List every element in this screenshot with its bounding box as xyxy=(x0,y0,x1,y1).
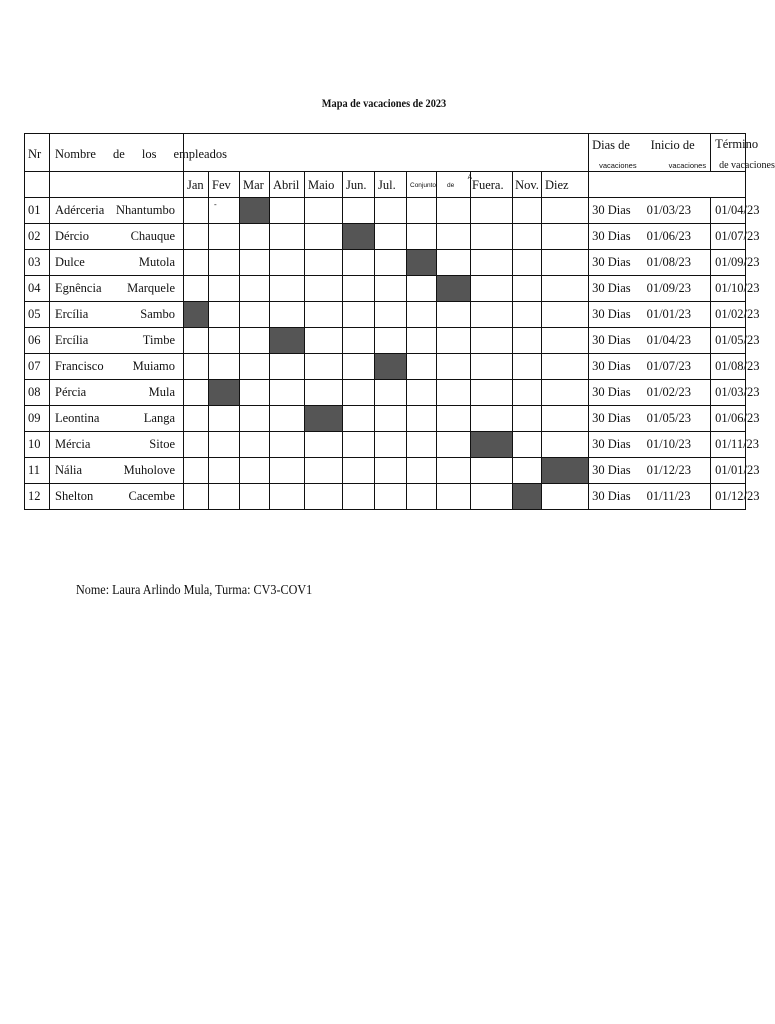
footer-student-info: Nome: Laura Arlindo Mula, Turma: CV3-COV1 xyxy=(76,582,313,597)
month-cell xyxy=(209,484,240,510)
row-termino: 01/11/23 xyxy=(711,432,746,458)
row-inicio: 01/06/23 xyxy=(651,224,711,250)
vacation-month-mark xyxy=(407,250,437,276)
month-cell xyxy=(513,406,542,432)
month-cell xyxy=(240,302,270,328)
month-jan: Jan xyxy=(184,172,209,198)
month-cell xyxy=(542,328,589,354)
row-employee-name: Ercília Sambo xyxy=(50,302,184,328)
month-cell xyxy=(240,224,270,250)
month-cell xyxy=(209,224,240,250)
month-cell xyxy=(471,224,513,250)
header-name-words: Nombre de los empleados xyxy=(55,146,227,161)
months-row-dates xyxy=(589,172,746,198)
month-cell xyxy=(305,328,343,354)
row-employee-name: Francisco Muiamo xyxy=(50,354,184,380)
month-cell xyxy=(343,328,375,354)
month-cell xyxy=(184,328,209,354)
month-cell xyxy=(270,276,305,302)
row-inicio: 01/11/23 xyxy=(651,484,711,510)
month-cell xyxy=(407,458,437,484)
month-jul: Jul. xyxy=(375,172,407,198)
month-cell xyxy=(270,380,305,406)
row-employee-name: Shelton Cacembe xyxy=(50,484,184,510)
month-cell xyxy=(513,380,542,406)
month-cell xyxy=(471,406,513,432)
month-cell xyxy=(542,198,589,224)
month-cell xyxy=(305,354,343,380)
month-cell xyxy=(240,250,270,276)
row-nr: 02 xyxy=(25,224,50,250)
month-maio: Maio xyxy=(305,172,343,198)
vacation-month-mark xyxy=(542,458,589,484)
row-inicio: 01/12/23 xyxy=(651,458,711,484)
month-cell xyxy=(209,406,240,432)
month-cell xyxy=(343,302,375,328)
month-cell xyxy=(343,276,375,302)
row-termino: 01/03/23 xyxy=(711,380,746,406)
month-cell xyxy=(184,484,209,510)
row-dias: 30 Dias xyxy=(589,484,651,510)
month-cell xyxy=(437,328,471,354)
row-termino: 01/01/23 xyxy=(711,458,746,484)
month-cell xyxy=(375,224,407,250)
month-cell xyxy=(305,458,343,484)
month-cell xyxy=(471,328,513,354)
table-row xyxy=(25,406,746,432)
month-cell xyxy=(270,302,305,328)
row-dias: 30 Dias xyxy=(589,380,651,406)
month-cell xyxy=(270,458,305,484)
table-row xyxy=(25,484,746,510)
vacation-month-mark xyxy=(513,484,542,510)
month-cell xyxy=(542,484,589,510)
month-cell xyxy=(437,380,471,406)
month-cell xyxy=(209,198,240,224)
header-name xyxy=(50,134,227,172)
row-dias: 30 Dias xyxy=(589,432,651,458)
month-cell xyxy=(375,406,407,432)
month-cell xyxy=(184,380,209,406)
header-row xyxy=(25,134,746,172)
month-cell xyxy=(471,198,513,224)
row-nr: 08 xyxy=(25,380,50,406)
month-cell xyxy=(343,380,375,406)
table-row xyxy=(25,328,746,354)
row-employee-name: Egnência Marquele xyxy=(50,276,184,302)
month-cell xyxy=(375,380,407,406)
month-cell xyxy=(305,250,343,276)
month-cell xyxy=(209,328,240,354)
table-row xyxy=(25,354,746,380)
month-cell xyxy=(240,380,270,406)
months-row-name xyxy=(50,172,184,198)
month-cell xyxy=(305,198,343,224)
month-cell xyxy=(407,276,437,302)
month-dez: Diez xyxy=(542,172,589,198)
row-nr: 12 xyxy=(25,484,50,510)
month-cell xyxy=(542,380,589,406)
month-cell xyxy=(407,484,437,510)
month-cell xyxy=(437,406,471,432)
month-cell xyxy=(375,198,407,224)
row-employee-name: Dércio Chauque xyxy=(50,224,184,250)
month-cell xyxy=(437,224,471,250)
month-cell xyxy=(437,432,471,458)
month-sep: de A xyxy=(437,172,471,198)
row-inicio: 01/07/23 xyxy=(651,354,711,380)
row-employee-name: Pércia Mula xyxy=(50,380,184,406)
table-row xyxy=(25,380,746,406)
table-row xyxy=(25,224,746,250)
vacation-month-mark xyxy=(240,198,270,224)
month-cell xyxy=(240,354,270,380)
row-dias: 30 Dias xyxy=(589,276,651,302)
month-cell xyxy=(240,484,270,510)
month-cell xyxy=(343,198,375,224)
month-cell xyxy=(471,458,513,484)
month-cell xyxy=(471,484,513,510)
row-employee-name: Adérceria Nhantumbo xyxy=(50,198,184,224)
month-cell xyxy=(375,484,407,510)
month-out: Fuera. xyxy=(471,172,513,198)
month-cell xyxy=(209,432,240,458)
month-cell xyxy=(270,432,305,458)
header-dias: Dias de vacaciones xyxy=(589,134,651,172)
month-cell xyxy=(184,406,209,432)
month-cell xyxy=(343,250,375,276)
month-abril: Abril xyxy=(270,172,305,198)
month-cell xyxy=(270,224,305,250)
month-cell xyxy=(270,198,305,224)
month-cell xyxy=(513,328,542,354)
month-cell xyxy=(437,484,471,510)
month-cell xyxy=(437,198,471,224)
month-cell xyxy=(270,354,305,380)
month-cell xyxy=(513,198,542,224)
month-cell xyxy=(513,432,542,458)
month-cell xyxy=(375,328,407,354)
month-cell xyxy=(209,250,240,276)
month-cell xyxy=(240,276,270,302)
header-inicio: Inicio de vacaciones xyxy=(651,134,711,172)
row-termino: 01/10/23 xyxy=(711,276,746,302)
row-dias: 30 Dias xyxy=(589,406,651,432)
row-nr: 04 xyxy=(25,276,50,302)
month-cell xyxy=(305,224,343,250)
month-cell xyxy=(375,458,407,484)
month-cell xyxy=(343,458,375,484)
month-cell xyxy=(513,302,542,328)
row-employee-name: Nália Muholove xyxy=(50,458,184,484)
row-dias: 30 Dias xyxy=(589,198,651,224)
month-cell xyxy=(437,250,471,276)
month-cell xyxy=(240,458,270,484)
row-inicio: 01/08/23 xyxy=(651,250,711,276)
month-cell xyxy=(343,354,375,380)
row-employee-name: Mércia Sitoe xyxy=(50,432,184,458)
row-dias: 30 Dias xyxy=(589,302,651,328)
month-cell xyxy=(305,276,343,302)
month-cell xyxy=(471,380,513,406)
row-nr: 11 xyxy=(25,458,50,484)
month-cell xyxy=(240,432,270,458)
vacation-month-mark xyxy=(270,328,305,354)
month-cell xyxy=(375,250,407,276)
document-title: Mapa de vacaciones de 2023 xyxy=(321,96,447,110)
row-nr: 07 xyxy=(25,354,50,380)
month-fev: Fev - xyxy=(209,172,240,198)
month-cell xyxy=(471,354,513,380)
row-nr: 03 xyxy=(25,250,50,276)
month-ago: Conjunto xyxy=(407,172,437,198)
month-cell xyxy=(184,354,209,380)
month-cell xyxy=(407,328,437,354)
table-row xyxy=(25,302,746,328)
month-cell xyxy=(471,302,513,328)
row-employee-name: Dulce Mutola xyxy=(50,250,184,276)
month-jun: Jun. xyxy=(343,172,375,198)
row-termino: 01/09/23 xyxy=(711,250,746,276)
month-cell xyxy=(343,484,375,510)
months-row-nr xyxy=(25,172,50,198)
table-row xyxy=(25,458,746,484)
month-cell xyxy=(209,354,240,380)
month-cell xyxy=(375,276,407,302)
row-inicio: 01/09/23 xyxy=(651,276,711,302)
month-cell xyxy=(240,328,270,354)
month-cell xyxy=(542,432,589,458)
vacation-month-mark xyxy=(305,406,343,432)
row-nr: 10 xyxy=(25,432,50,458)
month-cell xyxy=(240,406,270,432)
month-cell xyxy=(542,354,589,380)
month-cell xyxy=(407,198,437,224)
month-cell xyxy=(542,302,589,328)
row-nr: 01 xyxy=(25,198,50,224)
month-cell xyxy=(437,354,471,380)
row-inicio: 01/10/23 xyxy=(651,432,711,458)
row-nr: 05 xyxy=(25,302,50,328)
month-cell xyxy=(471,250,513,276)
table-row xyxy=(25,276,746,302)
row-inicio: 01/04/23 xyxy=(651,328,711,354)
month-cell xyxy=(305,302,343,328)
month-cell xyxy=(513,458,542,484)
row-inicio: 01/01/23 xyxy=(651,302,711,328)
row-termino: 01/04/23 xyxy=(711,198,746,224)
month-cell xyxy=(184,276,209,302)
month-cell xyxy=(184,198,209,224)
row-employee-name: Leontina Langa xyxy=(50,406,184,432)
table-row xyxy=(25,198,746,224)
month-cell xyxy=(343,406,375,432)
row-dias: 30 Dias xyxy=(589,224,651,250)
month-mar: Mar xyxy=(240,172,270,198)
header-nr: Nr xyxy=(25,134,50,172)
row-termino: 01/07/23 xyxy=(711,224,746,250)
month-cell xyxy=(407,224,437,250)
table-row xyxy=(25,432,746,458)
row-inicio: 01/05/23 xyxy=(651,406,711,432)
vacation-month-mark xyxy=(375,354,407,380)
vacation-month-mark xyxy=(471,432,513,458)
month-cell xyxy=(375,302,407,328)
month-cell xyxy=(305,484,343,510)
months-row xyxy=(25,172,746,198)
row-termino: 01/08/23 xyxy=(711,354,746,380)
month-cell xyxy=(407,432,437,458)
row-employee-name: Ercília Timbe xyxy=(50,328,184,354)
month-cell xyxy=(542,276,589,302)
row-dias: 30 Dias xyxy=(589,328,651,354)
month-cell xyxy=(513,250,542,276)
row-termino: 01/02/23 xyxy=(711,302,746,328)
month-cell xyxy=(513,224,542,250)
month-cell xyxy=(305,380,343,406)
month-cell xyxy=(270,484,305,510)
table-row xyxy=(25,250,746,276)
row-dias: 30 Dias xyxy=(589,354,651,380)
month-cell xyxy=(270,250,305,276)
row-nr: 09 xyxy=(25,406,50,432)
row-dias: 30 Dias xyxy=(589,458,651,484)
month-cell xyxy=(270,406,305,432)
month-cell xyxy=(305,432,343,458)
month-cell xyxy=(513,354,542,380)
month-cell xyxy=(209,302,240,328)
row-nr: 06 xyxy=(25,328,50,354)
vacation-table xyxy=(24,133,775,510)
row-termino: 01/06/23 xyxy=(711,406,746,432)
month-cell xyxy=(437,302,471,328)
row-inicio: 01/02/23 xyxy=(651,380,711,406)
month-cell xyxy=(542,406,589,432)
month-cell xyxy=(209,458,240,484)
month-cell xyxy=(407,302,437,328)
month-cell xyxy=(407,354,437,380)
vacation-month-mark xyxy=(343,224,375,250)
month-cell xyxy=(184,458,209,484)
month-cell xyxy=(184,432,209,458)
month-cell xyxy=(542,250,589,276)
vacation-month-mark xyxy=(209,380,240,406)
row-termino: 01/05/23 xyxy=(711,328,746,354)
month-cell xyxy=(437,458,471,484)
row-inicio: 01/03/23 xyxy=(651,198,711,224)
month-cell xyxy=(343,432,375,458)
row-termino: 01/12/23 xyxy=(711,484,746,510)
month-cell xyxy=(407,406,437,432)
month-cell xyxy=(471,276,513,302)
month-cell xyxy=(407,380,437,406)
month-cell xyxy=(542,224,589,250)
row-dias: 30 Dias xyxy=(589,250,651,276)
month-cell xyxy=(209,276,240,302)
month-cell xyxy=(184,250,209,276)
month-cell xyxy=(184,224,209,250)
vacation-month-mark xyxy=(437,276,471,302)
month-cell xyxy=(375,432,407,458)
vacation-month-mark xyxy=(184,302,209,328)
header-months-span xyxy=(184,134,589,172)
header-termino: Término de vacaciones xyxy=(711,134,746,172)
month-cell xyxy=(513,276,542,302)
month-nov: Nov. xyxy=(513,172,542,198)
